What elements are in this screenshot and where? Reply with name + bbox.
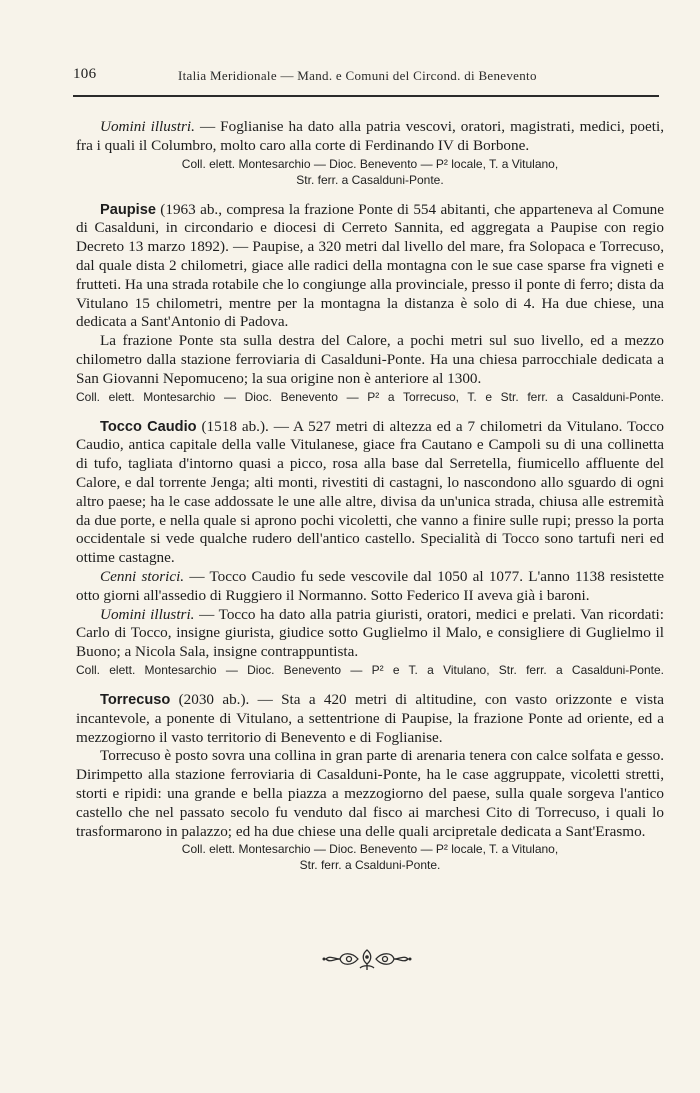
intro-heading: Uomini illustri. xyxy=(100,118,195,135)
tocco-name: Tocco Caudio xyxy=(100,418,197,435)
tocco-uomini-text: — Tocco ha dato alla patria giuristi, oratori, medici e prelati. Van ricordati: Carlo di Tocco, insigne giurista, giudice sotto Guglielmo il Malo, e consigliere di Guglielmo il Buono; a Nicola Sala, insigne contrappuntista. xyxy=(76,605,664,661)
header-rule xyxy=(73,95,659,97)
paupise-text: (1963 ab., compresa la frazione Ponte di 554 abitanti, che apparteneva al Comune di Casalduni, in circondario e diocesi di Cerreto Sannita, ed aggregata a Paupise con regio Decreto 13 marzo 1892). — Paupise, a 320 metri dal livello del mare, fra Solopaca e Torrecuso, dal quale dista 2 chilometri, giace alle radici della montagna con le sue case sparse fra vigneti e frutteti. Ha una strada rotabile che lo congiunge alla provinciale, presso il ponte di ferro; dista da Vitulano 15 chilometri, mentre per la montagna la distanza è solo di 4. Ha due chiese, una dedicata a Sant'Antonio di Padova. xyxy=(76,200,664,331)
tocco-cenni-text: — Tocco Caudio fu sede vescovile dal 1050 al 1077. L'anno 1138 resistette otto giorni all'assedio di Ruggiero il Normanno. Sotto Federico II aveva già i baroni. xyxy=(76,567,664,604)
intro-paragraph xyxy=(76,118,664,156)
torrecuso-description-paragraph: Torrecuso è posto sovra una collina in gran parte di arenaria tenera con calce solfata e gesso. Dirimpetto alla stazione ferroviaria di Casalduni-Ponte, ha le case aggruppate, vicoletti stretti, storti e ripidi: una grande e bella piazza a mezzogiorno del paese, sulla quale sorgeva l'antico castello che nel passato secolo fu venduto dal fisco ai marchesi Cito di Torrecuso, i quali lo trasformarono in palazzo; ed ha due chiese una delle quali arcipretale dedicata a Sant'Erasmo. xyxy=(76,747,664,840)
torrecuso-name: Torrecuso xyxy=(100,691,171,708)
paupise-name: Paupise xyxy=(100,201,156,218)
floral-tailpiece-icon xyxy=(322,946,412,972)
tocco-coll: Coll. elett. Montesarchio — Dioc. Benevento — P² e T. a Vitulano, Str. ferr. a Casalduni-Ponte. xyxy=(76,662,664,677)
tocco-uomini-heading: Uomini illustri. xyxy=(100,605,195,623)
torrecuso-text: (2030 ab.). — Sta a 420 metri di altitudine, con vasto orizzonte e vista incantevole, a ponente di Vitulano, a settentrione di Paupise, la frazione Ponte ad oriente, ed a mezzogiorno il vasto territorio di Benevento e di Foglianise. xyxy=(76,690,664,746)
paupise-coll: Coll. elett. Montesarchio — Dioc. Benevento — P² a Torrecuso, T. e Str. ferr. a Casalduni-Ponte. xyxy=(76,389,664,404)
tocco-cenni-heading: Cenni storici. xyxy=(100,567,185,585)
torrecuso-coll-line2: Str. ferr. a Csalduni-Ponte. xyxy=(299,858,441,873)
intro-text: — Foglianise ha dato alla patria vescovi, oratori, magistrati, medici, poeti, fra i quali il Columbro, molto caro alla corte di Ferdinando IV di Borbone. xyxy=(76,118,664,154)
running-title: Italia Meridionale — Mand. e Comuni del Circond. di Benevento xyxy=(178,68,537,83)
torrecuso-paragraph xyxy=(76,691,664,747)
page-number: 106 xyxy=(73,66,97,82)
tocco-uomini-paragraph xyxy=(76,606,664,662)
paupise-ponte-paragraph: La frazione Ponte sta sulla destra del Calore, a pochi metri sul suo livello, ed a mezzo chilometro dalla stazione ferroviaria di Casalduni-Ponte. Ha una chiesa parrocchiale dedicata a San Giovanni Nepomuceno; la sua origine non è anteriore al 1300. xyxy=(76,332,664,387)
intro-coll-line1: Coll. elett. Montesarchio — Dioc. Benevento — P² locale, T. a Vitulano, xyxy=(181,156,559,171)
tocco-paragraph xyxy=(76,418,664,568)
paupise-paragraph xyxy=(76,201,664,333)
tocco-text: (1518 ab.). — A 527 metri di altezza ed a 7 chilometri da Vitulano. Tocco Caudio, antica capitale della valle Vitulanese, giace fra Cautano e Campoli su di una collinetta di tufo, tagliata d'intorno quasi a picco, rosa alla base dal Serretella, fiumicello affluente del Calore, e dal torrente Jenga; alti monti, rivestiti di castagni, lo nascondono allo sguardo di ogni altro paese; ha le case addossate le une alle altre, divisa da un'unica strada, chiusa alle estremità da due porte, e nella quale si aprono pochi vicoletti, che vanno a finire sulle rupi; presso la porta occidentale si vede qualche rudero dell'antico castello. Specialità di Tocco sono tartufi neri ed ottime castagne. xyxy=(76,417,664,567)
tocco-cenni-paragraph xyxy=(76,568,664,606)
page-body xyxy=(76,118,664,873)
intro-coll-line2: Str. ferr. a Casalduni-Ponte. xyxy=(296,172,444,187)
torrecuso-coll-line1: Coll. elett. Montesarchio — Dioc. Benevento — P² locale, T. a Vitulano, xyxy=(181,842,559,857)
